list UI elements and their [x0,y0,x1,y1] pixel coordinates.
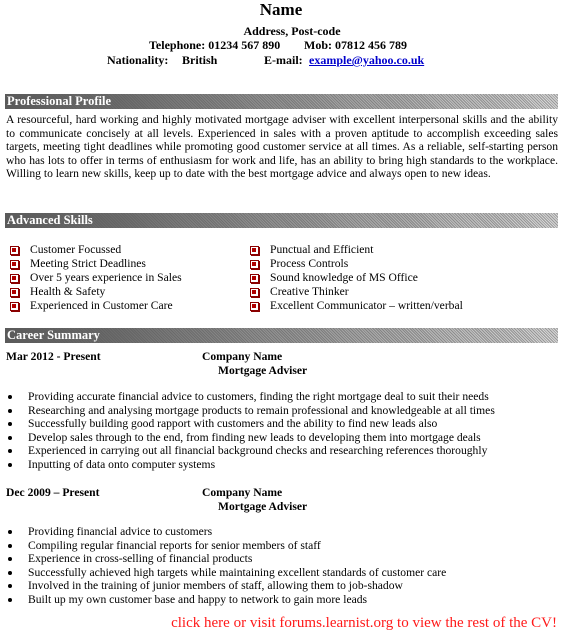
duty-item: Researching and analysing mortgage products to remain professional and knowledgeable at all times [6,404,556,418]
job-company: Company Name [202,350,283,363]
square-bullet-icon [250,274,259,283]
candidate-name: Name [259,0,303,19]
bullet-dot-icon [8,544,12,548]
telephone: Telephone: 01234 567 890 [149,38,281,52]
skill-item: Customer Focussed [8,243,182,257]
section-header-career: Career Summary [5,328,558,343]
duty-item: Develop sales through to the end, from finding new leads to developing them into mortgage deals [6,431,556,445]
square-bullet-icon [250,288,259,297]
square-bullet-icon [250,302,259,311]
bullet-dot-icon [8,395,12,399]
duty-item: Inputting of data onto computer systems [6,458,556,472]
mobile: Mob: 07812 456 789 [304,38,407,52]
duty-item: Successfully achieved high targets while maintaining excellent standards of customer care [6,566,556,580]
square-bullet-icon [250,260,259,269]
job-dates: Dec 2009 – Present [6,486,100,499]
bullet-dot-icon [8,409,12,413]
skill-item: Process Controls [248,257,463,271]
square-bullet-icon [10,260,19,269]
bullet-dot-icon [8,584,12,588]
address-line: Address, Post-code [243,24,341,38]
profile-text: A resourceful, hard working and highly motivated mortgage adviser with excellent interpersonal skills and the ability to communicate concisely at all levels. Experienced in sales with a proven aptitude to accomplish exceeding sales targets, meeting tight deadlines while promoting good customer service at all times. As a reliable, self-starting person who has lots to offer in terms of enthusiasm for work and life, has an ability to bring high standards to the workplace. Willing to learn new skills, keep up to date with the best mortgage advice and always open to new ideas. [6,113,558,181]
email-link[interactable]: example@yahoo.co.uk [309,53,425,67]
skill-item: Sound knowledge of MS Office [248,271,463,285]
bullet-dot-icon [8,449,12,453]
job-role: Mortgage Adviser [218,364,308,377]
bullet-dot-icon [8,436,12,440]
duty-item: Involved in the training of junior members of staff, allowing them to job-shadow [6,579,556,593]
bullet-dot-icon [8,422,12,426]
square-bullet-icon [10,302,19,311]
job-role: Mortgage Adviser [218,500,308,513]
duty-item: Experience in cross-selling of financial products [6,552,556,566]
square-bullet-icon [250,246,259,255]
skill-item: Creative Thinker [248,285,463,299]
duty-item: Successfully building good rapport with customers and the ability to find new leads also [6,417,556,431]
job-duties-list [6,390,556,471]
section-header-profile: Professional Profile [5,94,558,109]
duty-item: Experienced in carrying out all financial background checks and researching references thoroughly [6,444,556,458]
duty-item: Providing accurate financial advice to customers, finding the right mortgage deal to suit their needs [6,390,556,404]
bullet-dot-icon [8,557,12,561]
bullet-dot-icon [8,571,12,575]
square-bullet-icon [10,246,19,255]
section-header-skills: Advanced Skills [5,213,558,228]
skill-item: Over 5 years experience in Sales [8,271,182,285]
view-rest-link[interactable]: click here or visit forums.learnist.org to view the rest of the CV! [171,615,557,631]
square-bullet-icon [10,288,19,297]
nationality-label: Nationality: [107,53,169,67]
email-label: E-mail: [264,53,303,67]
bullet-dot-icon [8,530,12,534]
job-company: Company Name [202,486,283,499]
nationality-value: British [182,53,218,67]
skill-item: Meeting Strict Deadlines [8,257,182,271]
bullet-dot-icon [8,463,12,467]
square-bullet-icon [10,274,19,283]
skills-list-right [248,243,463,313]
bullet-dot-icon [8,598,12,602]
skill-item: Experienced in Customer Care [8,299,182,313]
duty-item: Providing financial advice to customers [6,525,556,539]
skills-list-left [8,243,182,313]
skill-item: Excellent Communicator – written/verbal [248,299,463,313]
duty-item: Built up my own customer base and happy to network to gain more leads [6,593,556,607]
skill-item: Punctual and Efficient [248,243,463,257]
job-dates: Mar 2012 - Present [6,350,101,363]
skill-item: Health & Safety [8,285,182,299]
duty-item: Compiling regular financial reports for senior members of staff [6,539,556,553]
job-duties-list [6,525,556,606]
